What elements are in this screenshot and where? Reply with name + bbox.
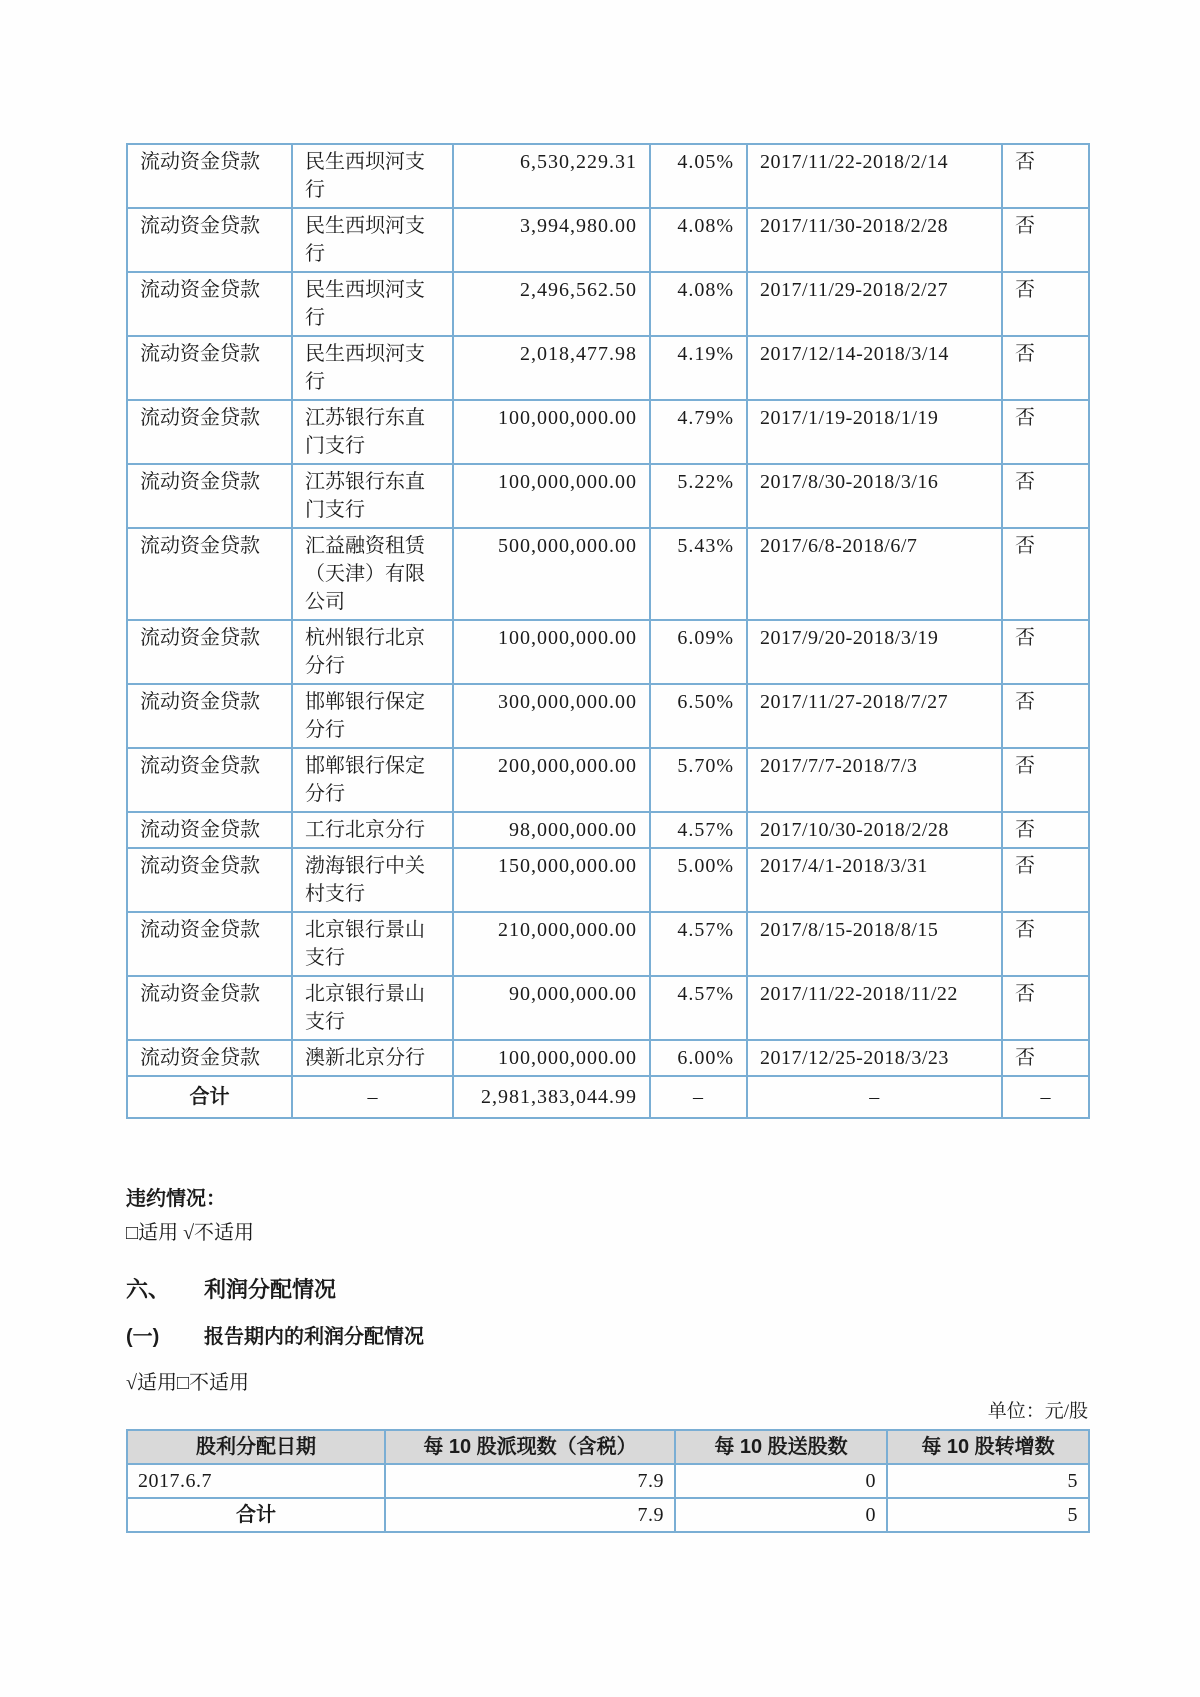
loan-cell-lender: 民生西坝河支行 [292,208,453,272]
loan-cell-period: 2017/8/30-2018/3/16 [747,464,1002,528]
loan-cell-rate: 4.57% [650,812,747,848]
dividend-cash: 7.9 [385,1464,675,1498]
loan-cell-amount: 3,994,980.00 [453,208,650,272]
loan-table-footer [127,1076,1089,1118]
loan-cell-overdue: 否 [1002,1040,1089,1076]
profit-section-number: 六、 [126,1277,171,1302]
loan-cell-lender: 邯郸银行保定分行 [292,684,453,748]
loan-row [127,272,1089,336]
loan-cell-rate: 4.08% [650,272,747,336]
loan-cell-amount: 6,530,229.31 [453,144,650,208]
loan-cell-amount: 300,000,000.00 [453,684,650,748]
loan-cell-amount: 210,000,000.00 [453,912,650,976]
loan-cell-type: 流动资金贷款 [127,464,292,528]
dividend-header-row [127,1430,1089,1464]
loan-cell-rate: 6.00% [650,1040,747,1076]
loan-cell-type: 流动资金贷款 [127,144,292,208]
loan-cell-period: 2017/10/30-2018/2/28 [747,812,1002,848]
loan-cell-amount: 98,000,000.00 [453,812,650,848]
default-section-applicability: □适用 √不适用 [126,1222,255,1244]
loan-row [127,336,1089,400]
loan-cell-period: 2017/11/27-2018/7/27 [747,684,1002,748]
dividend-table [126,1429,1090,1533]
dividend-row [127,1464,1089,1498]
loan-cell-lender: 邯郸银行保定分行 [292,748,453,812]
loan-cell-period: 2017/6/8-2018/6/7 [747,528,1002,620]
loan-cell-rate: 4.08% [650,208,747,272]
loan-cell-type: 流动资金贷款 [127,912,292,976]
loan-cell-amount: 2,496,562.50 [453,272,650,336]
loan-cell-type: 流动资金贷款 [127,528,292,620]
dividend-header-date: 股利分配日期 [127,1430,385,1464]
loan-cell-period: 2017/1/19-2018/1/19 [747,400,1002,464]
loan-cell-lender: 北京银行景山支行 [292,976,453,1040]
loan-cell-lender: 北京银行景山支行 [292,912,453,976]
loan-cell-lender: 江苏银行东直门支行 [292,400,453,464]
loan-cell-lender: 杭州银行北京分行 [292,620,453,684]
dividend-total-bonus: 0 [675,1498,887,1532]
loan-cell-lender: 澳新北京分行 [292,1040,453,1076]
loan-cell-period: 2017/11/22-2018/2/14 [747,144,1002,208]
loan-cell-period: 2017/7/7-2018/7/3 [747,748,1002,812]
loan-cell-type: 流动资金贷款 [127,620,292,684]
loan-row [127,684,1089,748]
loan-total-rate: – [650,1076,747,1118]
dividend-transfer: 5 [887,1464,1089,1498]
loan-table [126,143,1090,1119]
loan-cell-rate: 6.50% [650,684,747,748]
default-section-title: 违约情况： [126,1188,226,1210]
dividend-bonus: 0 [675,1464,887,1498]
loan-cell-amount: 150,000,000.00 [453,848,650,912]
loan-cell-amount: 100,000,000.00 [453,1040,650,1076]
loan-total-label: 合计 [127,1076,292,1118]
loan-cell-period: 2017/8/15-2018/8/15 [747,912,1002,976]
loan-cell-type: 流动资金贷款 [127,812,292,848]
dividend-header-cash: 每 10 股派现数（含税） [385,1430,675,1464]
loan-cell-rate: 6.09% [650,620,747,684]
loan-cell-overdue: 否 [1002,620,1089,684]
loan-cell-period: 2017/12/25-2018/3/23 [747,1040,1002,1076]
loan-cell-overdue: 否 [1002,684,1089,748]
loan-cell-lender: 江苏银行东直门支行 [292,464,453,528]
loan-cell-overdue: 否 [1002,848,1089,912]
loan-cell-period: 2017/11/22-2018/11/22 [747,976,1002,1040]
loan-cell-period: 2017/9/20-2018/3/19 [747,620,1002,684]
loan-cell-type: 流动资金贷款 [127,400,292,464]
loan-cell-lender: 渤海银行中关村支行 [292,848,453,912]
loan-total-overdue: – [1002,1076,1089,1118]
loan-total-amount: 2,981,383,044.99 [453,1076,650,1118]
loan-cell-rate: 5.43% [650,528,747,620]
loan-total-row [127,1076,1089,1118]
loan-cell-amount: 100,000,000.00 [453,620,650,684]
loan-row [127,464,1089,528]
loan-cell-overdue: 否 [1002,528,1089,620]
loan-cell-lender: 民生西坝河支行 [292,272,453,336]
loan-row [127,812,1089,848]
loan-cell-lender: 工行北京分行 [292,812,453,848]
loan-cell-amount: 90,000,000.00 [453,976,650,1040]
loan-row [127,976,1089,1040]
loan-cell-overdue: 否 [1002,812,1089,848]
loan-row [127,208,1089,272]
profit-section-title: 利润分配情况 [204,1277,337,1302]
loan-cell-overdue: 否 [1002,464,1089,528]
loan-cell-rate: 4.57% [650,912,747,976]
loan-cell-type: 流动资金贷款 [127,272,292,336]
loan-cell-amount: 200,000,000.00 [453,748,650,812]
loan-cell-amount: 2,018,477.98 [453,336,650,400]
loan-cell-type: 流动资金贷款 [127,684,292,748]
loan-total-lender: – [292,1076,453,1118]
loan-cell-amount: 100,000,000.00 [453,400,650,464]
loan-cell-period: 2017/12/14-2018/3/14 [747,336,1002,400]
loan-row [127,528,1089,620]
loan-cell-rate: 4.57% [650,976,747,1040]
loan-cell-overdue: 否 [1002,748,1089,812]
loan-row [127,400,1089,464]
loan-cell-overdue: 否 [1002,400,1089,464]
loan-row [127,848,1089,912]
loan-cell-period: 2017/11/29-2018/2/27 [747,272,1002,336]
profit-subsection-heading [126,1323,1088,1351]
profit-subsection-number: (一) [126,1326,160,1348]
loan-cell-overdue: 否 [1002,144,1089,208]
loan-cell-overdue: 否 [1002,336,1089,400]
loan-table-body [127,144,1089,1076]
loan-cell-overdue: 否 [1002,976,1089,1040]
dividend-total-row [127,1498,1089,1532]
dividend-date: 2017.6.7 [127,1464,385,1498]
page-content [126,143,1088,1533]
loan-cell-lender: 民生西坝河支行 [292,336,453,400]
loan-cell-type: 流动资金贷款 [127,748,292,812]
unit-label: 单位：元/股 [987,1401,1088,1422]
profit-section-applicability: √适用□不适用 [126,1372,250,1394]
dividend-header-transfer: 每 10 股转增数 [887,1430,1089,1464]
loan-cell-rate: 4.79% [650,400,747,464]
loan-row [127,748,1089,812]
profit-subsection-title: 报告期内的利润分配情况 [204,1326,424,1348]
loan-cell-rate: 5.00% [650,848,747,912]
loan-cell-type: 流动资金贷款 [127,848,292,912]
loan-cell-overdue: 否 [1002,272,1089,336]
dividend-total-label: 合计 [127,1498,385,1532]
loan-cell-period: 2017/4/1-2018/3/31 [747,848,1002,912]
loan-cell-overdue: 否 [1002,208,1089,272]
loan-row [127,912,1089,976]
dividend-header-bonus: 每 10 股送股数 [675,1430,887,1464]
loan-cell-type: 流动资金贷款 [127,336,292,400]
loan-cell-rate: 5.70% [650,748,747,812]
profit-section-heading [126,1275,1088,1305]
loan-total-period: – [747,1076,1002,1118]
loan-cell-type: 流动资金贷款 [127,1040,292,1076]
loan-row [127,1040,1089,1076]
dividend-total-cash: 7.9 [385,1498,675,1532]
loan-cell-rate: 4.19% [650,336,747,400]
dividend-total-transfer: 5 [887,1498,1089,1532]
loan-row [127,144,1089,208]
loan-cell-lender: 汇益融资租赁（天津）有限公司 [292,528,453,620]
loan-cell-overdue: 否 [1002,912,1089,976]
loan-cell-amount: 100,000,000.00 [453,464,650,528]
loan-cell-type: 流动资金贷款 [127,976,292,1040]
loan-cell-period: 2017/11/30-2018/2/28 [747,208,1002,272]
loan-cell-type: 流动资金贷款 [127,208,292,272]
loan-cell-amount: 500,000,000.00 [453,528,650,620]
loan-cell-lender: 民生西坝河支行 [292,144,453,208]
loan-cell-rate: 4.05% [650,144,747,208]
loan-row [127,620,1089,684]
loan-cell-rate: 5.22% [650,464,747,528]
